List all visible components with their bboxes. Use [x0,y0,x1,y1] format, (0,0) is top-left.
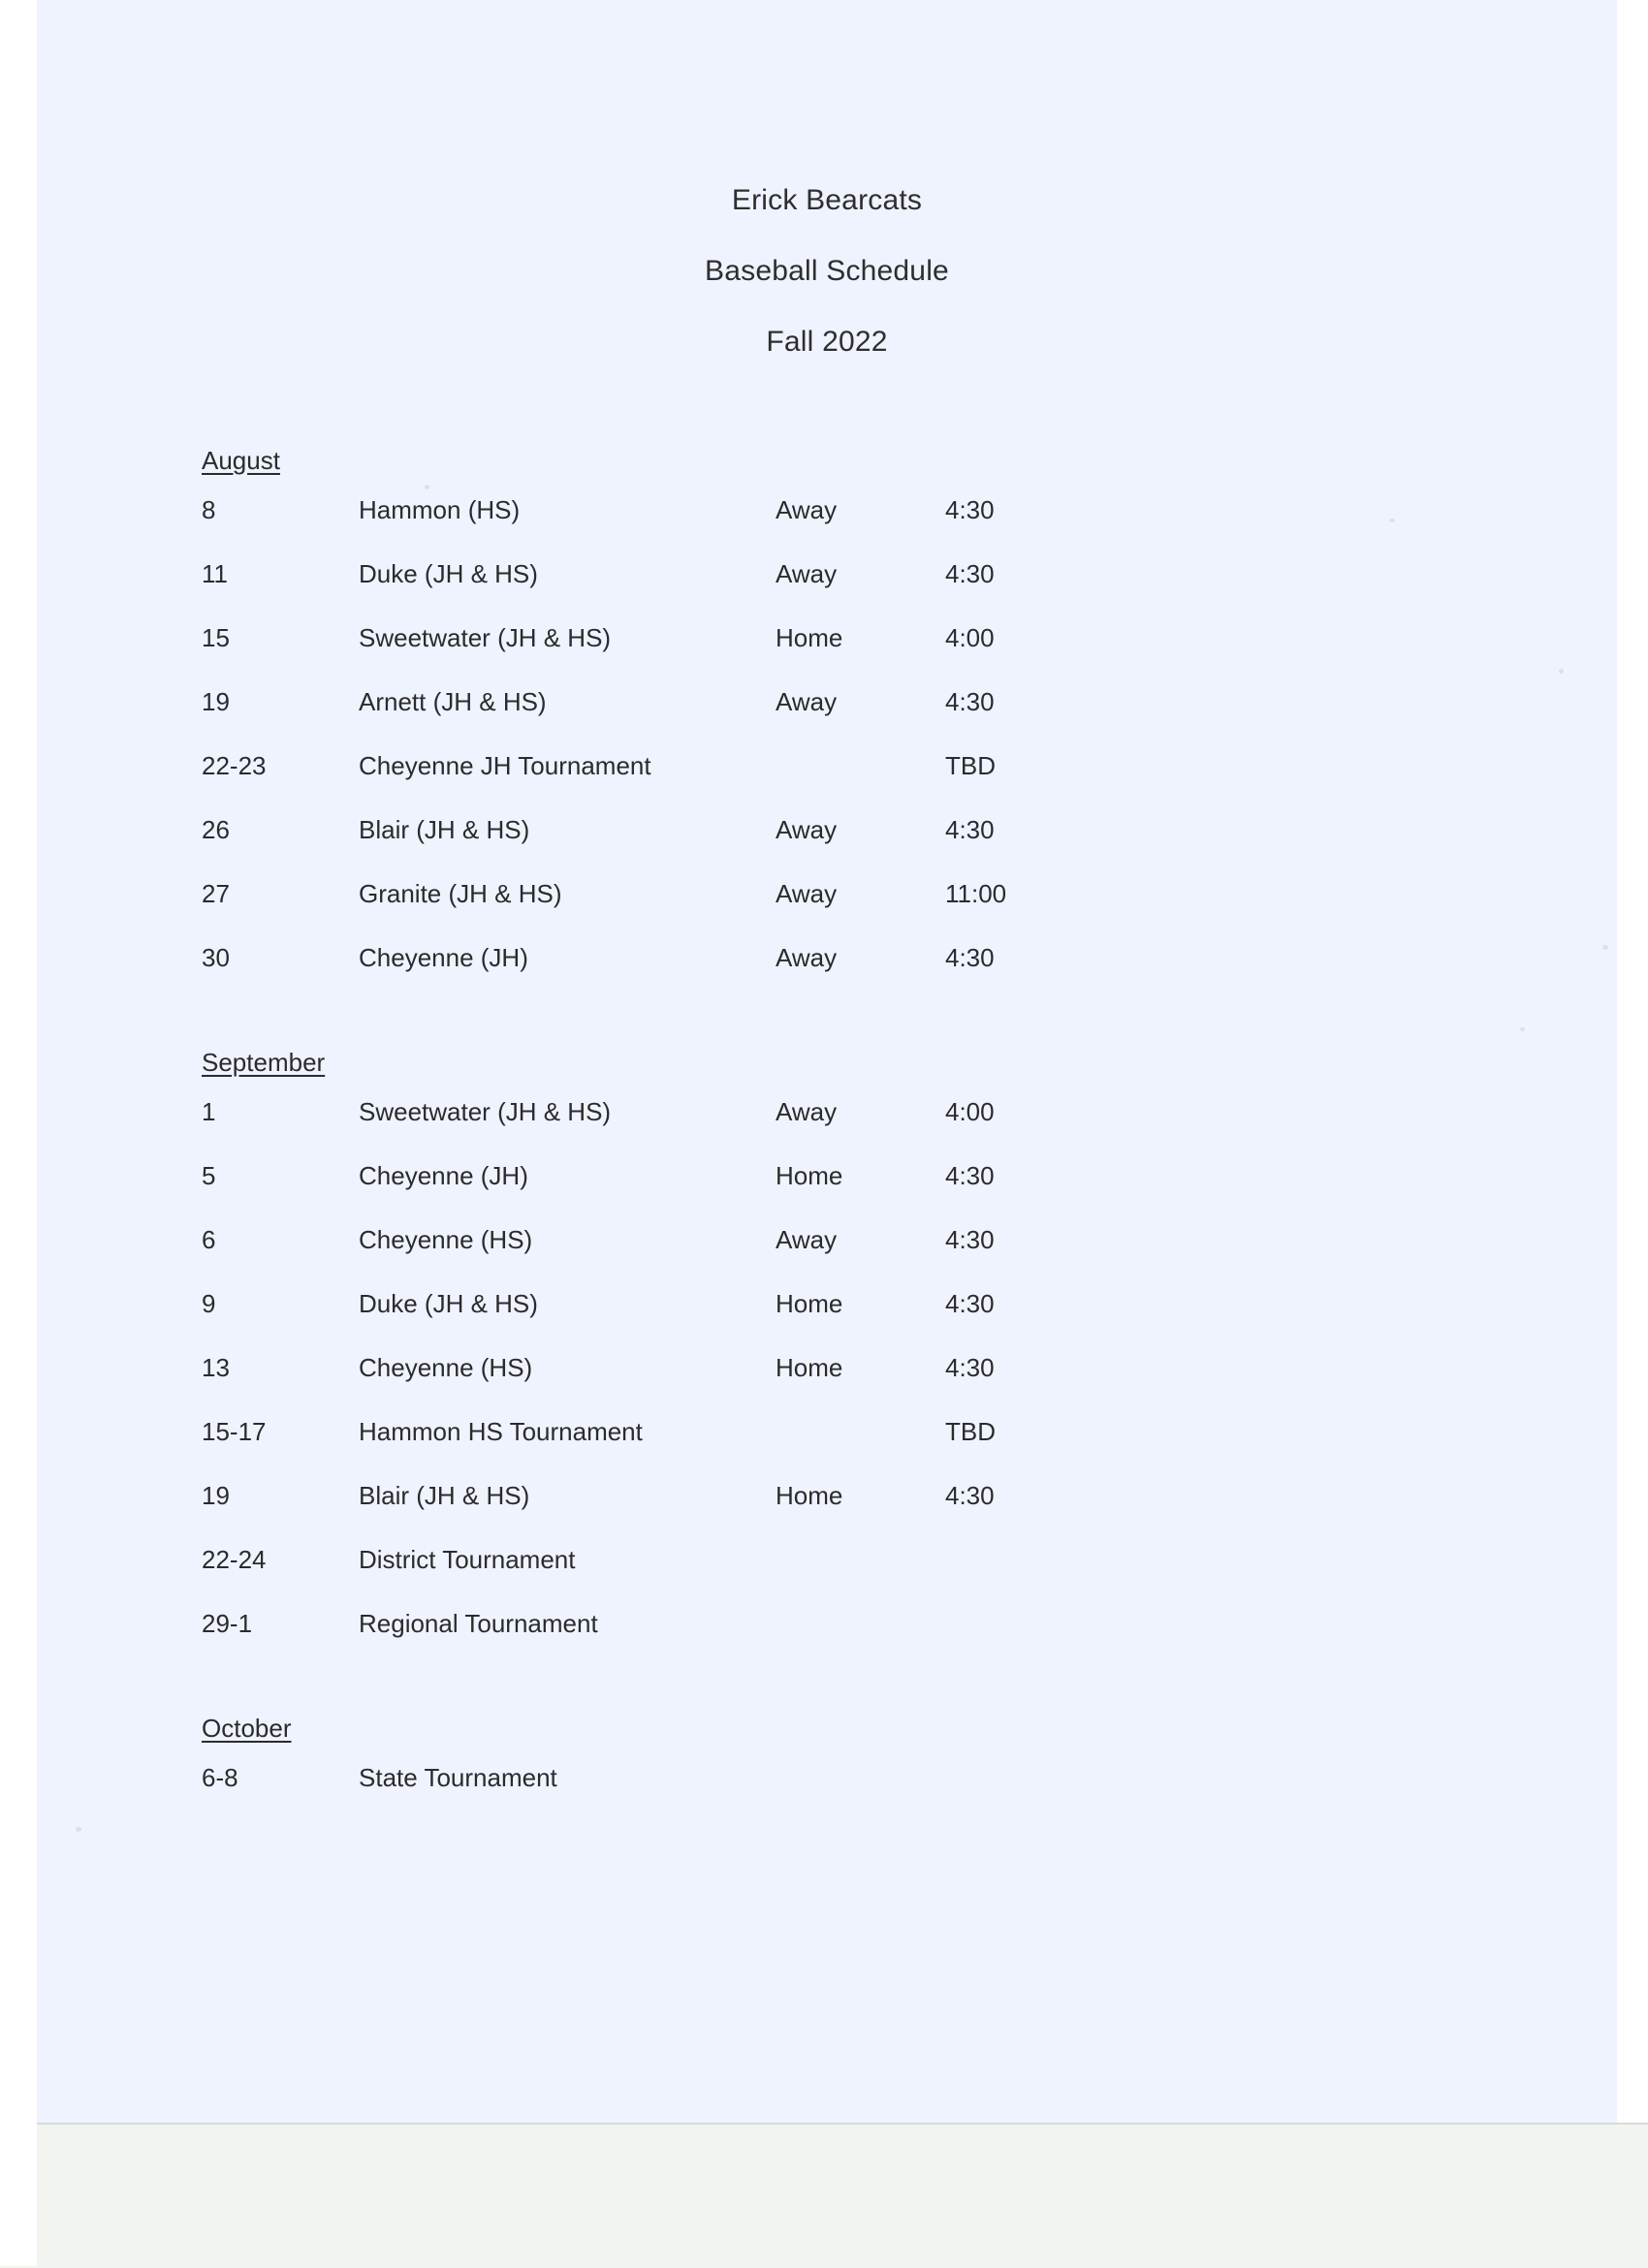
event-time: 4:30 [945,1225,995,1254]
scan-speck [76,1827,81,1832]
event-opponent: Blair (JH & HS) [359,815,530,844]
event-date: 30 [202,943,230,972]
event-location: Away [776,815,838,844]
event-opponent: District Tournament [359,1545,576,1574]
event-opponent: Cheyenne (JH) [359,943,528,972]
event-opponent: Granite (JH & HS) [359,879,562,908]
event-time: 11:00 [945,879,1007,908]
event-opponent: Hammon (HS) [359,495,521,524]
event-opponent: Duke (JH & HS) [359,1289,538,1318]
schedule-row [202,495,1501,559]
title-line-3: Fall 2022 [766,326,888,358]
event-opponent: State Tournament [359,1763,557,1792]
event-opponent: Cheyenne (HS) [359,1225,533,1254]
event-date: 5 [202,1161,216,1190]
event-location: Away [776,495,838,524]
schedule-row [202,1545,1501,1609]
event-location: Away [776,943,838,972]
month-heading: August [202,446,280,475]
scan-speck [1520,1027,1525,1031]
event-location: Away [776,687,838,716]
event-location: Home [776,1481,843,1510]
event-time: 4:30 [945,687,995,716]
paper-sheet [37,0,1617,2123]
page-right-margin [1617,0,1648,2123]
event-time: TBD [945,1417,996,1446]
event-time: 4:30 [945,1161,995,1190]
event-location: Away [776,1097,838,1126]
event-date: 27 [202,879,230,908]
month-group [202,446,1501,1007]
event-date: 15 [202,623,230,652]
schedule-row [202,943,1501,1007]
month-group [202,1714,1501,1827]
schedule-row [202,687,1501,751]
schedule-row [202,1417,1501,1481]
schedule-row [202,1481,1501,1545]
event-location: Away [776,1225,838,1254]
event-time: 4:30 [945,495,995,524]
event-time: 4:00 [945,1097,995,1126]
event-date: 13 [202,1353,230,1382]
event-date: 6 [202,1225,216,1254]
scanner-bed-strip [0,2123,1648,2268]
event-date: 1 [202,1097,216,1126]
event-time: TBD [945,751,996,780]
event-time: 4:30 [945,943,995,972]
schedule-row [202,1353,1501,1417]
event-opponent: Cheyenne JH Tournament [359,751,651,780]
event-opponent: Sweetwater (JH & HS) [359,1097,612,1126]
event-date: 22-23 [202,751,267,780]
title-line-2: Baseball Schedule [705,255,949,287]
schedule-row [202,751,1501,815]
event-location: Away [776,559,838,588]
event-date: 19 [202,1481,230,1510]
event-date: 9 [202,1289,216,1318]
event-date: 15-17 [202,1417,267,1446]
event-opponent: Duke (JH & HS) [359,559,538,588]
month-heading: October [202,1714,292,1743]
schedule-list [202,446,1501,1868]
title-line-1: Erick Bearcats [731,184,923,216]
event-opponent: Arnett (JH & HS) [359,687,547,716]
event-time: 4:00 [945,623,995,652]
event-location: Home [776,1353,843,1382]
event-date: 11 [202,559,228,588]
schedule-row [202,623,1501,687]
schedule-row [202,1763,1501,1827]
schedule-row [202,1289,1501,1353]
schedule-row [202,1161,1501,1225]
event-time: 4:30 [945,1481,995,1510]
event-date: 26 [202,815,230,844]
event-opponent: Sweetwater (JH & HS) [359,623,612,652]
event-location: Home [776,623,843,652]
schedule-row [202,1225,1501,1289]
event-opponent: Cheyenne (HS) [359,1353,533,1382]
event-opponent: Blair (JH & HS) [359,1481,530,1510]
scan-speck [1602,945,1608,950]
event-time: 4:30 [945,1353,995,1382]
event-date: 8 [202,495,216,524]
event-location: Away [776,879,838,908]
scan-speck [1559,669,1564,674]
event-time: 4:30 [945,815,995,844]
event-date: 22-24 [202,1545,267,1574]
event-opponent: Regional Tournament [359,1609,598,1638]
event-time: 4:30 [945,1289,995,1318]
schedule-row [202,815,1501,879]
event-location: Home [776,1161,843,1190]
event-location: Home [776,1289,843,1318]
event-date: 6-8 [202,1763,238,1792]
document-title [37,165,1617,377]
schedule-row [202,1609,1501,1673]
event-opponent: Hammon HS Tournament [359,1417,643,1446]
month-group [202,1048,1501,1673]
month-heading: September [202,1048,326,1077]
event-time: 4:30 [945,559,995,588]
event-date: 29-1 [202,1609,253,1638]
event-opponent: Cheyenne (JH) [359,1161,528,1190]
schedule-row [202,559,1501,623]
schedule-row [202,879,1501,943]
schedule-row [202,1097,1501,1161]
event-date: 19 [202,687,230,716]
scanner-bed-corner [0,2123,37,2266]
